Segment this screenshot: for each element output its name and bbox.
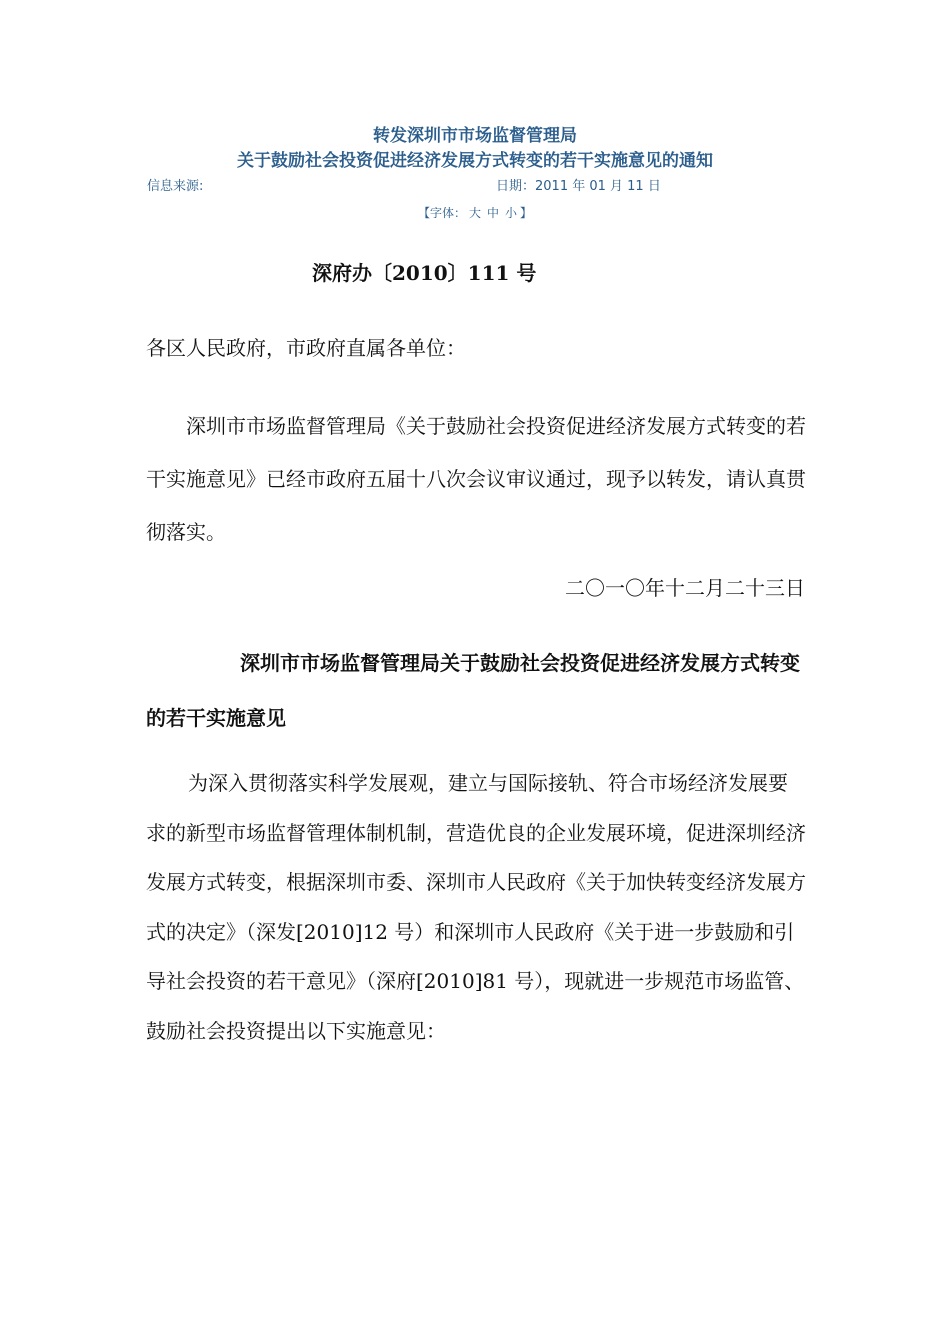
intro-paragraph: 为深入贯彻落实科学发展观，建立与国际接轨、符合市场经济发展要求的新型市场监督管理体制机制，营造优良的企业发展环境，促进深圳经济发展方式转变，根据深圳市委、深圳市人民政府《关于加快转变经济发展方式的决定》（深发[2010]12 号）和深圳市人民政府《关于进一步鼓励和引导社会投资的若干意见》（深府[2010]81 号），现就进一步规范市场监管、鼓励社会投资提出以下实施意见： bbox=[146, 771, 806, 1043]
attachment-title: 深圳市市场监督管理局关于鼓励社会投资促进经济发展方式转变的若干实施意见 bbox=[146, 651, 800, 730]
font-bar-close: 】 bbox=[520, 206, 533, 220]
salutation: 各区人民政府，市政府直属各单位： bbox=[146, 336, 466, 360]
font-size-large-link[interactable]: 大 bbox=[468, 206, 481, 220]
font-size-selector bbox=[0, 205, 950, 221]
notice-title-line2: 关于鼓励社会投资促进经济发展方式转变的若干实施意见的通知 bbox=[237, 151, 713, 171]
sign-date: 二〇一〇年十二月二十三日 bbox=[565, 576, 805, 600]
info-source-label: 信息来源: bbox=[147, 179, 204, 194]
font-size-small-link[interactable]: 小 bbox=[505, 206, 518, 220]
document-number: 深府办〔2010〕111 号 bbox=[312, 261, 537, 285]
notice-paragraph: 深圳市市场监督管理局《关于鼓励社会投资促进经济发展方式转变的若干实施意见》已经市政府五届十八次会议审议通过，现予以转发，请认真贯彻落实。 bbox=[146, 414, 806, 544]
font-size-medium-link[interactable]: 中 bbox=[486, 206, 499, 220]
publish-date: 日期：2011 年 01 月 11 日 bbox=[496, 179, 661, 194]
notice-title-line1: 转发深圳市市场监督管理局 bbox=[373, 126, 577, 146]
font-bar-open: 【字体： bbox=[417, 206, 466, 220]
